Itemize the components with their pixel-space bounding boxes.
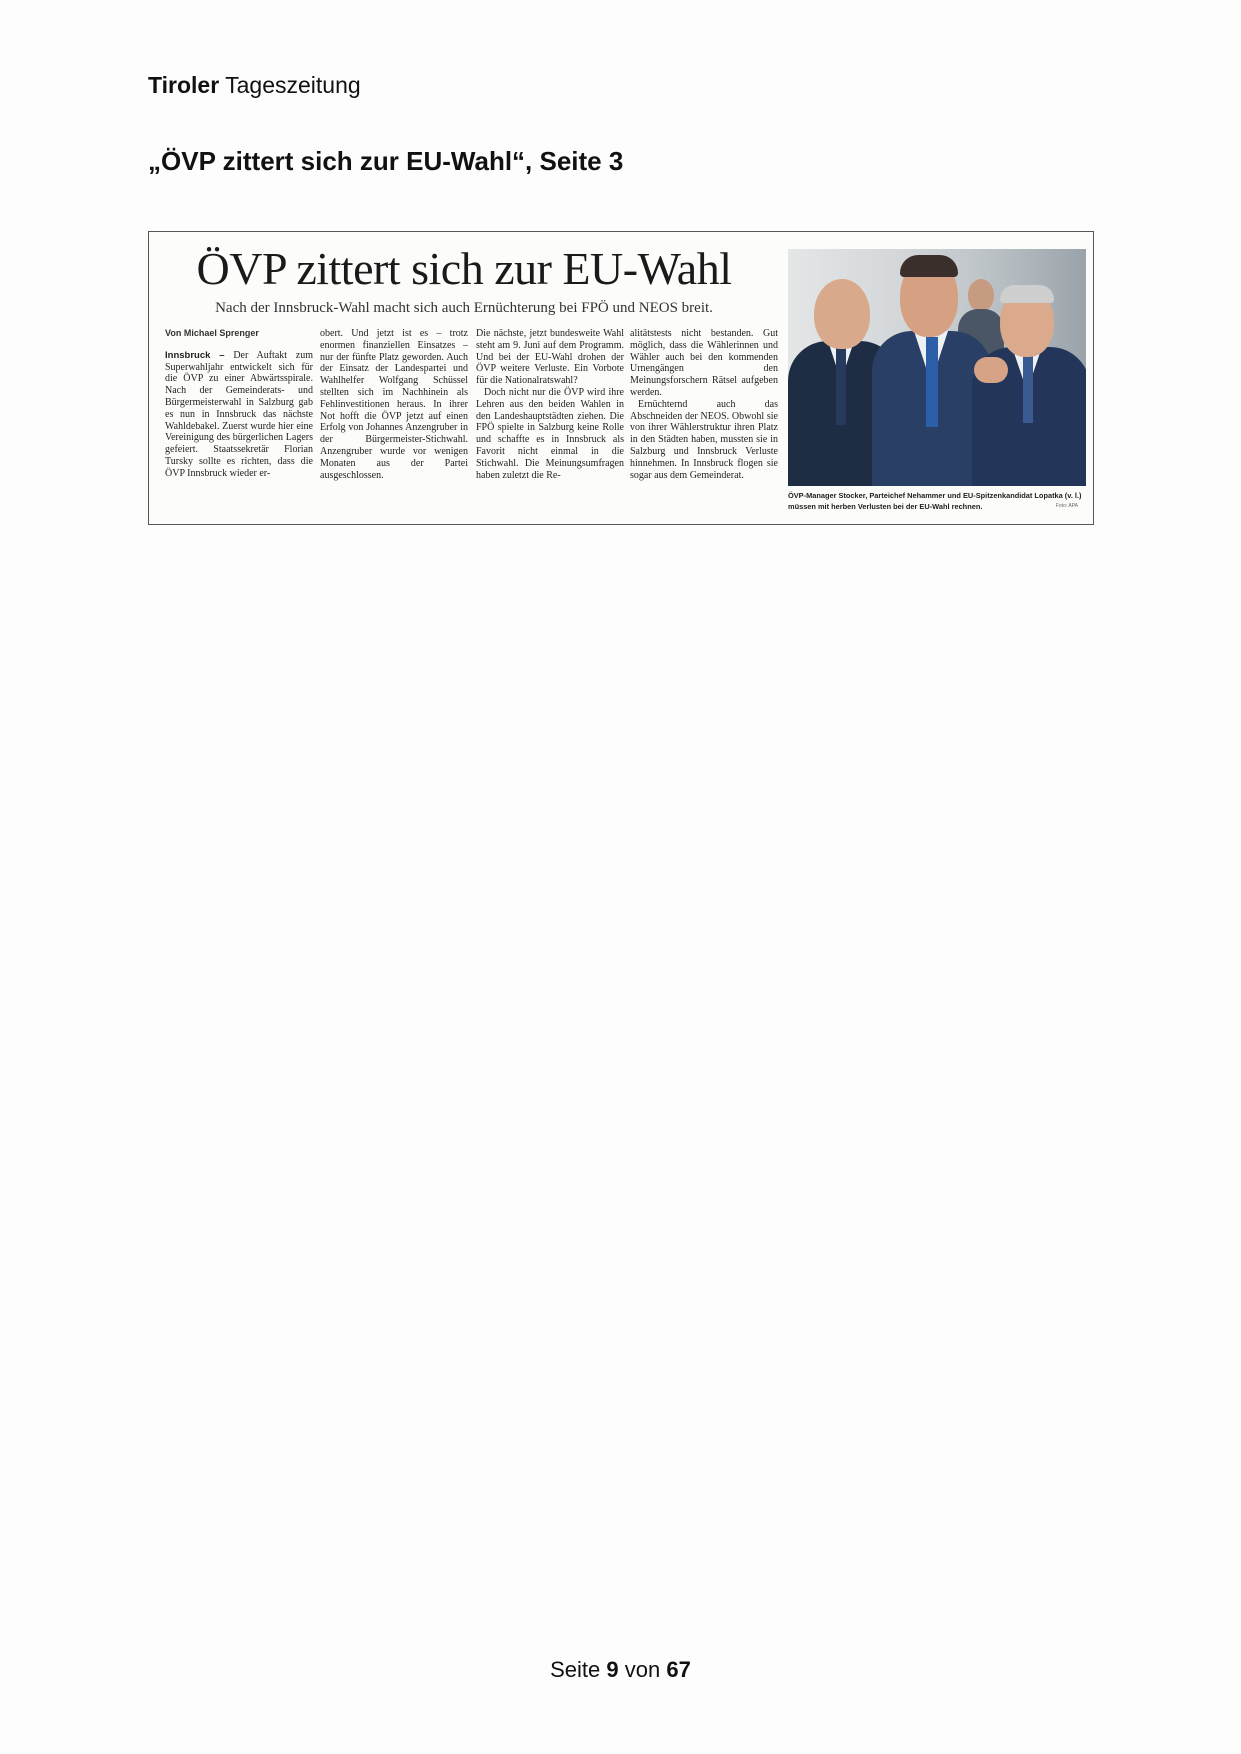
article-column-3 <box>476 328 624 481</box>
dateline: Innsbruck – <box>165 349 225 361</box>
photo-caption-text: ÖVP-Manager Stocker, Parteichef Nehammer und EU-Spitzenkandidat Lopatka (v. l.) müssen mit herben Verlusten bei der EU-Wahl rechnen. <box>788 491 1082 511</box>
newspaper-name <box>148 72 361 99</box>
footer-page-number: 9 <box>606 1657 619 1682</box>
article-column-1 <box>165 328 313 480</box>
column-3-paragraph-2: Doch nicht nur die ÖVP wird ihre Lehren aus den beiden Wahlen in den Landeshauptstädten ziehen. Die FPÖ spielte in Salzburg keine Rolle und schaffte es in Innsbruck als Favorit nicht einmal in die Stichwahl. Die Meinungsumfragen haben zuletzt die Re- <box>476 386 624 481</box>
newspaper-clipping <box>148 231 1094 525</box>
article-photo <box>788 249 1086 486</box>
article-reference-title: „ÖVP zittert sich zur EU-Wahl“, Seite 3 <box>148 146 624 176</box>
column-1-text: Der Auftakt zum Superwahljahr entwickelt sich für die ÖVP zu einer Abwärtsspirale. Nach der Gemeinderats- und Bürgermeisterwahl in Salzburg gab es nun in Innsbruck das nächste Wahldebakel. Zuerst wurde hier eine Vereinigung des bürgerlichen Lagers gefeiert. Staatssekretär Florian Tursky sollte es richten, dass die ÖVP Innsbruck wieder er- <box>165 349 314 479</box>
column-3-paragraph-1: Die nächste, jetzt bundesweite Wahl steht am 9. Juni auf dem Programm. Und bei der EU-Wahl drohen der ÖVP weitere Verluste. Ein Vorbote für die Nationalratswahl? <box>476 328 624 387</box>
byline: Von Michael Sprenger <box>165 328 259 338</box>
footer-middle: von <box>624 1657 661 1682</box>
page-footer <box>0 1657 1241 1683</box>
article-column-2 <box>320 328 468 481</box>
column-2-text: obert. Und jetzt ist es – trotz enormen finanziellen Einsatzes – nur der fünfte Platz geworden. Auch der Einsatz der Landespartei und Wahlhelfer Wolfgang Schüssel stellten sich im Nachhinein als Fehlinvestitionen heraus. In ihrer Not hofft die ÖVP jetzt auf einen Erfolg von Johannes Anzengruber in der Bürgermeister-Stichwahl. Anzengruber wurde vor wenigen Monaten aus der Partei ausgeschlossen. <box>320 328 468 481</box>
footer-prefix: Seite <box>550 1657 601 1682</box>
clipping-subheadline: Nach der Innsbruck-Wahl macht sich auch Ernüchterung bei FPÖ und NEOS breit. <box>215 300 713 316</box>
photo-credit: Foto: APA <box>1055 503 1078 509</box>
article-column-4 <box>630 328 778 481</box>
photo-caption <box>788 490 1086 512</box>
newspaper-name-rest: Tageszeitung <box>225 72 361 98</box>
newspaper-name-bold: Tiroler <box>148 72 220 98</box>
column-4-paragraph-1: alitätstests nicht bestanden. Gut möglich, dass die Wählerinnen und Wähler auch bei den kommenden Urnengängen den Meinungsforschern Rätsel aufgeben werden. <box>630 328 778 398</box>
footer-total-pages: 67 <box>666 1657 691 1682</box>
column-4-paragraph-2: Ernüchternd auch das Abschneiden der NEOS. Obwohl sie von ihrer Wählerstruktur ihren Platz in den Städten haben, mussten sie in Salzburg und Innsbruck Verluste hinnehmen. In Innsbruck flogen sie sogar aus dem Gemeinderat. <box>630 398 778 481</box>
clipping-headline: ÖVP zittert sich zur EU-Wahl <box>196 243 732 294</box>
